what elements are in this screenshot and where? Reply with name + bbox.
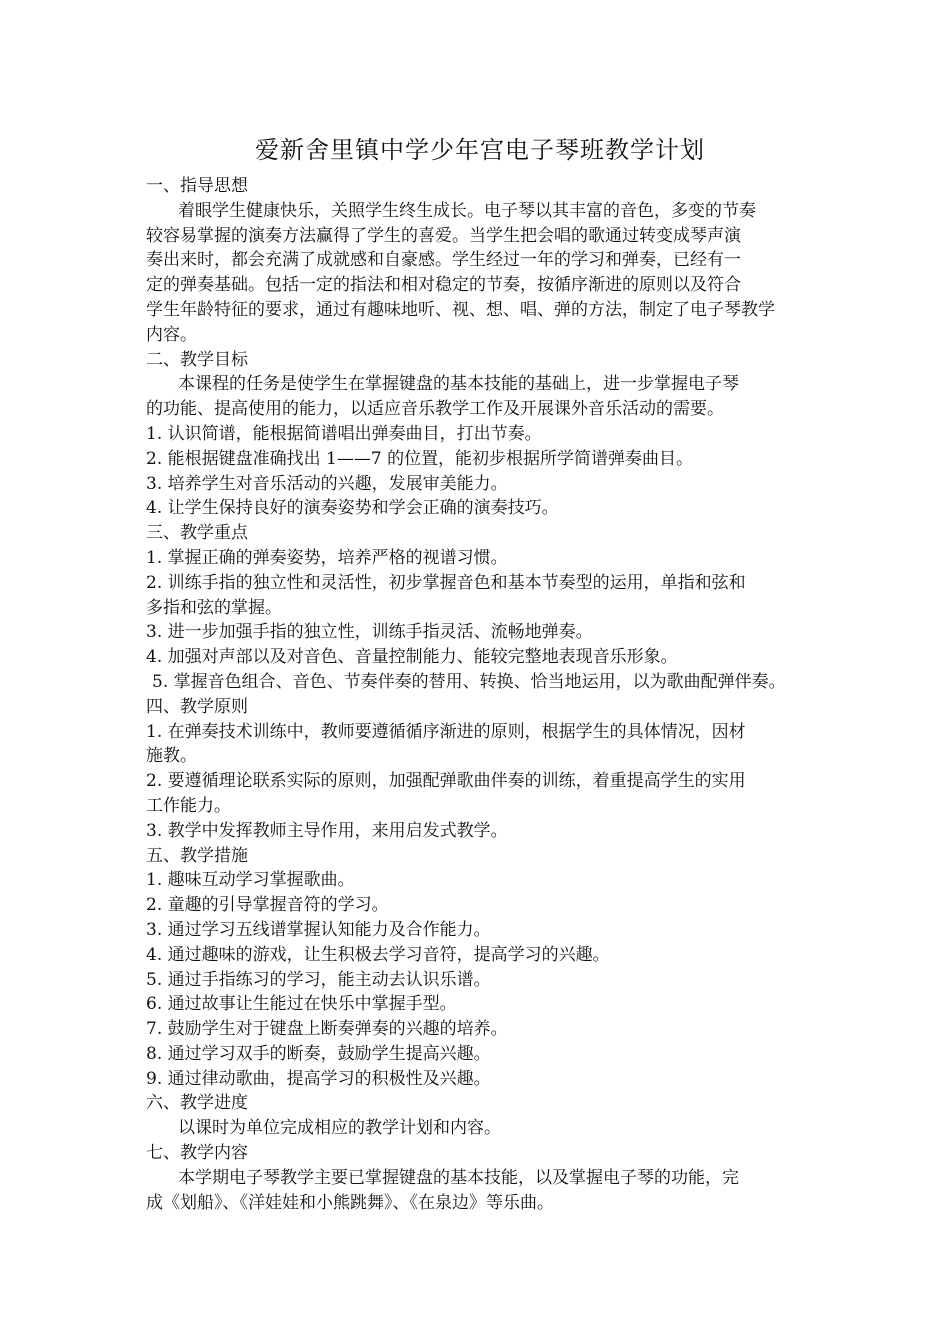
paragraph-line: 着眼学生健康快乐，关照学生终生成长。电子琴以其丰富的音色，多变的节奏 [178,200,756,221]
document-title: 爱新舍里镇中学少年宫电子琴班教学计划 [255,136,705,164]
list-item: 9. 通过律动歌曲，提高学习的积极性及兴趣。 [146,1068,491,1089]
section-heading-teaching-schedule: 六、教学进度 [146,1093,248,1114]
paragraph-line: 内容。 [146,324,197,345]
list-item: 2. 童趣的引导掌握音符的学习。 [146,895,389,916]
section-heading-teaching-measures: 五、教学措施 [146,845,248,866]
section-heading-teaching-focus: 三、教学重点 [146,523,248,544]
paragraph-line: 学生年龄特征的要求，通过有趣味地听、视、想、唱、弹的方法，制定了电子琴教学 [146,299,775,320]
section-heading-teaching-content: 七、教学内容 [146,1143,248,1164]
list-item: 2. 要遵循理论联系实际的原则，加强配弹歌曲伴奏的训练，着重提高学生的实用 [146,771,746,792]
paragraph-line: 以课时为单位完成相应的教学计划和内容。 [178,1118,501,1139]
list-item: 3. 通过学习五线谱掌握认知能力及合作能力。 [146,919,491,940]
document-page [146,132,814,1215]
paragraph-line: 较容易掌握的演奏方法赢得了学生的喜爱。当学生把会唱的歌通过转变成琴声演 [146,225,741,246]
list-item: 6. 通过故事让生能过在快乐中掌握手型。 [146,994,457,1015]
section-heading-teaching-goals: 二、教学目标 [146,349,248,370]
list-item-continuation: 多指和弦的掌握。 [146,597,282,618]
list-item: 4. 加强对声部以及对音色、音量控制能力、能较完整地表现音乐形象。 [146,647,678,668]
list-item: 5. 通过手指练习的学习，能主动去认识乐谱。 [146,969,491,990]
paragraph-line: 奏出来时，都会充满了成就感和自豪感。学生经过一年的学习和弹奏，已经有一 [146,250,741,271]
list-item: 3. 教学中发挥教师主导作用，来用启发式教学。 [146,820,508,841]
section-heading-teaching-principles: 四、教学原则 [146,696,248,717]
list-item: 2. 能根据键盘准确找出 1——7 的位置，能初步根据所学简谱弹奏曲目。 [146,448,694,469]
paragraph-line: 本课程的任务是使学生在掌握键盘的基本技能的基础上，进一步掌握电子琴 [178,374,739,395]
list-item: 2. 训练手指的独立性和灵活性，初步掌握音色和基本节奏型的运用，单指和弦和 [146,572,746,593]
list-item: 1. 趣味互动学习掌握歌曲。 [146,870,355,891]
list-item: 1. 掌握正确的弹奏姿势，培养严格的视谱习惯。 [146,547,508,568]
paragraph-line: 定的弹奏基础。包括一定的指法和相对稳定的节奏，按循序渐进的原则以及符合 [146,275,741,296]
list-item: 5. 掌握音色组合、音色、节奏伴奏的替用、转换、恰当地运用，以为歌曲配弹伴奏。 [152,671,786,692]
list-item: 4. 让学生保持良好的演奏姿势和学会正确的演奏技巧。 [146,498,559,519]
list-item: 3. 进一步加强手指的独立性，训练手指灵活、流畅地弹奏。 [146,622,593,643]
paragraph-line: 的功能、提高使用的能力，以适应音乐教学工作及开展课外音乐活动的需要。 [146,399,724,420]
list-item: 3. 培养学生对音乐活动的兴趣，发展审美能力。 [146,473,508,494]
paragraph-line: 成《划船》、《洋娃娃和小熊跳舞》、《在泉边》等乐曲。 [146,1192,554,1213]
section-heading-guiding-ideology: 一、指导思想 [146,176,248,196]
list-item: 1. 在弹奏技术训练中，教师要遵循循序渐进的原则，根据学生的具体情况，因材 [146,721,746,742]
list-item: 1. 认识简谱，能根据简谱唱出弹奏曲目，打出节奏。 [146,423,542,444]
list-item: 4. 通过趣味的游戏，让生积极去学习音符，提高学习的兴趣。 [146,944,610,965]
paragraph-line: 本学期电子琴教学主要已掌握键盘的基本技能，以及掌握电子琴的功能，完 [178,1167,739,1188]
list-item-continuation: 工作能力。 [146,795,231,816]
list-item: 7. 鼓励学生对于键盘上断奏弹奏的兴趣的培养。 [146,1019,508,1040]
list-item-continuation: 施教。 [146,746,197,767]
list-item: 8. 通过学习双手的断奏，鼓励学生提高兴趣。 [146,1043,491,1064]
